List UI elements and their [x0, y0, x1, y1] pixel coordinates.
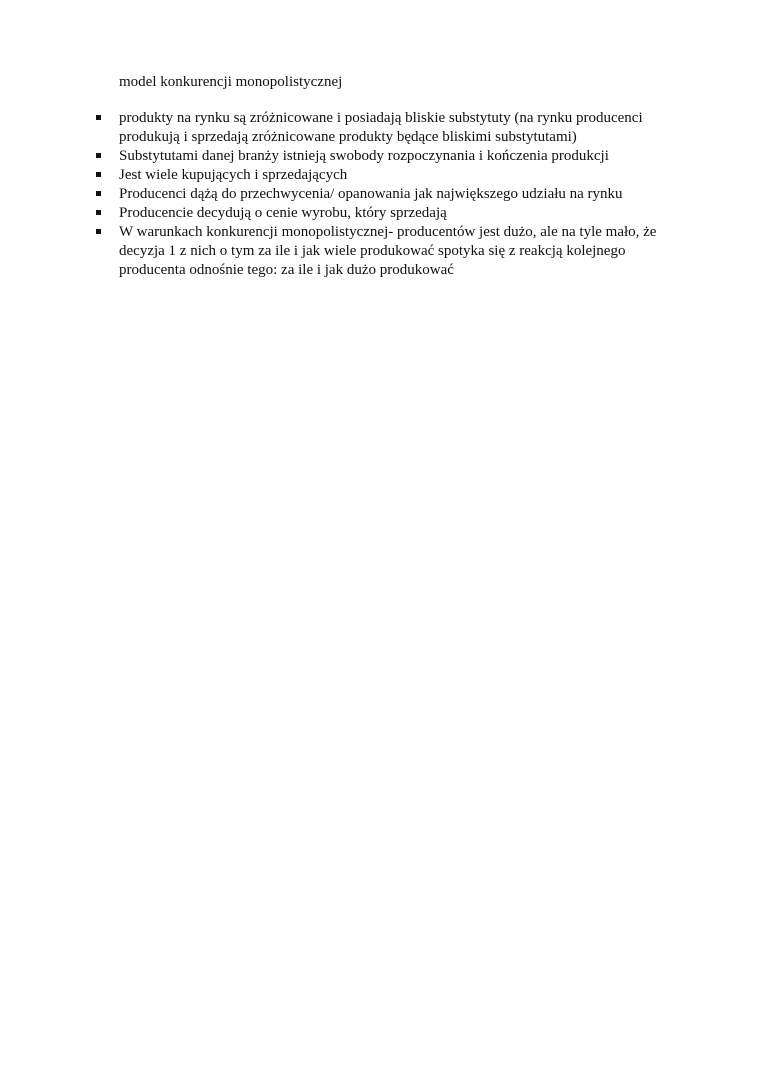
- list-item-text: W warunkach konkurencji monopolistycznej- producentów jest dużo, ale na tyle mało, że decyzja 1 z nich o tym za ile i jak wiele produkować spotyka się z reakcją kolejnego producenta odnośnie tego: za ile i jak dużo produkować: [119, 224, 657, 278]
- square-bullet-icon: [96, 210, 101, 215]
- list-item: [96, 147, 681, 166]
- list-item: [96, 223, 681, 280]
- list-item-text: Jest wiele kupujących i sprzedających: [119, 167, 348, 183]
- list-item-text: produkty na rynku są zróżnicowane i posiadają bliskie substytuty (na rynku producenci produkują i sprzedają zróżnicowane produkty będące bliskimi substytutami): [119, 110, 643, 145]
- square-bullet-icon: [96, 153, 101, 158]
- list-item-text: Substytutami danej branży istnieją swobody rozpoczynania i kończenia produkcji: [119, 148, 609, 164]
- list-item-text: Producencie decydują o cenie wyrobu, który sprzedają: [119, 205, 447, 221]
- list-item: [96, 109, 681, 147]
- square-bullet-icon: [96, 191, 101, 196]
- bullet-list: [96, 109, 681, 280]
- list-item: [96, 166, 681, 185]
- list-item-text: Producenci dążą do przechwycenia/ opanowania jak największego udziału na rynku: [119, 186, 623, 202]
- square-bullet-icon: [96, 229, 101, 234]
- list-item: [96, 204, 681, 223]
- square-bullet-icon: [96, 115, 101, 120]
- document-title: model konkurencji monopolistycznej: [119, 74, 343, 90]
- list-item: [96, 185, 681, 204]
- square-bullet-icon: [96, 172, 101, 177]
